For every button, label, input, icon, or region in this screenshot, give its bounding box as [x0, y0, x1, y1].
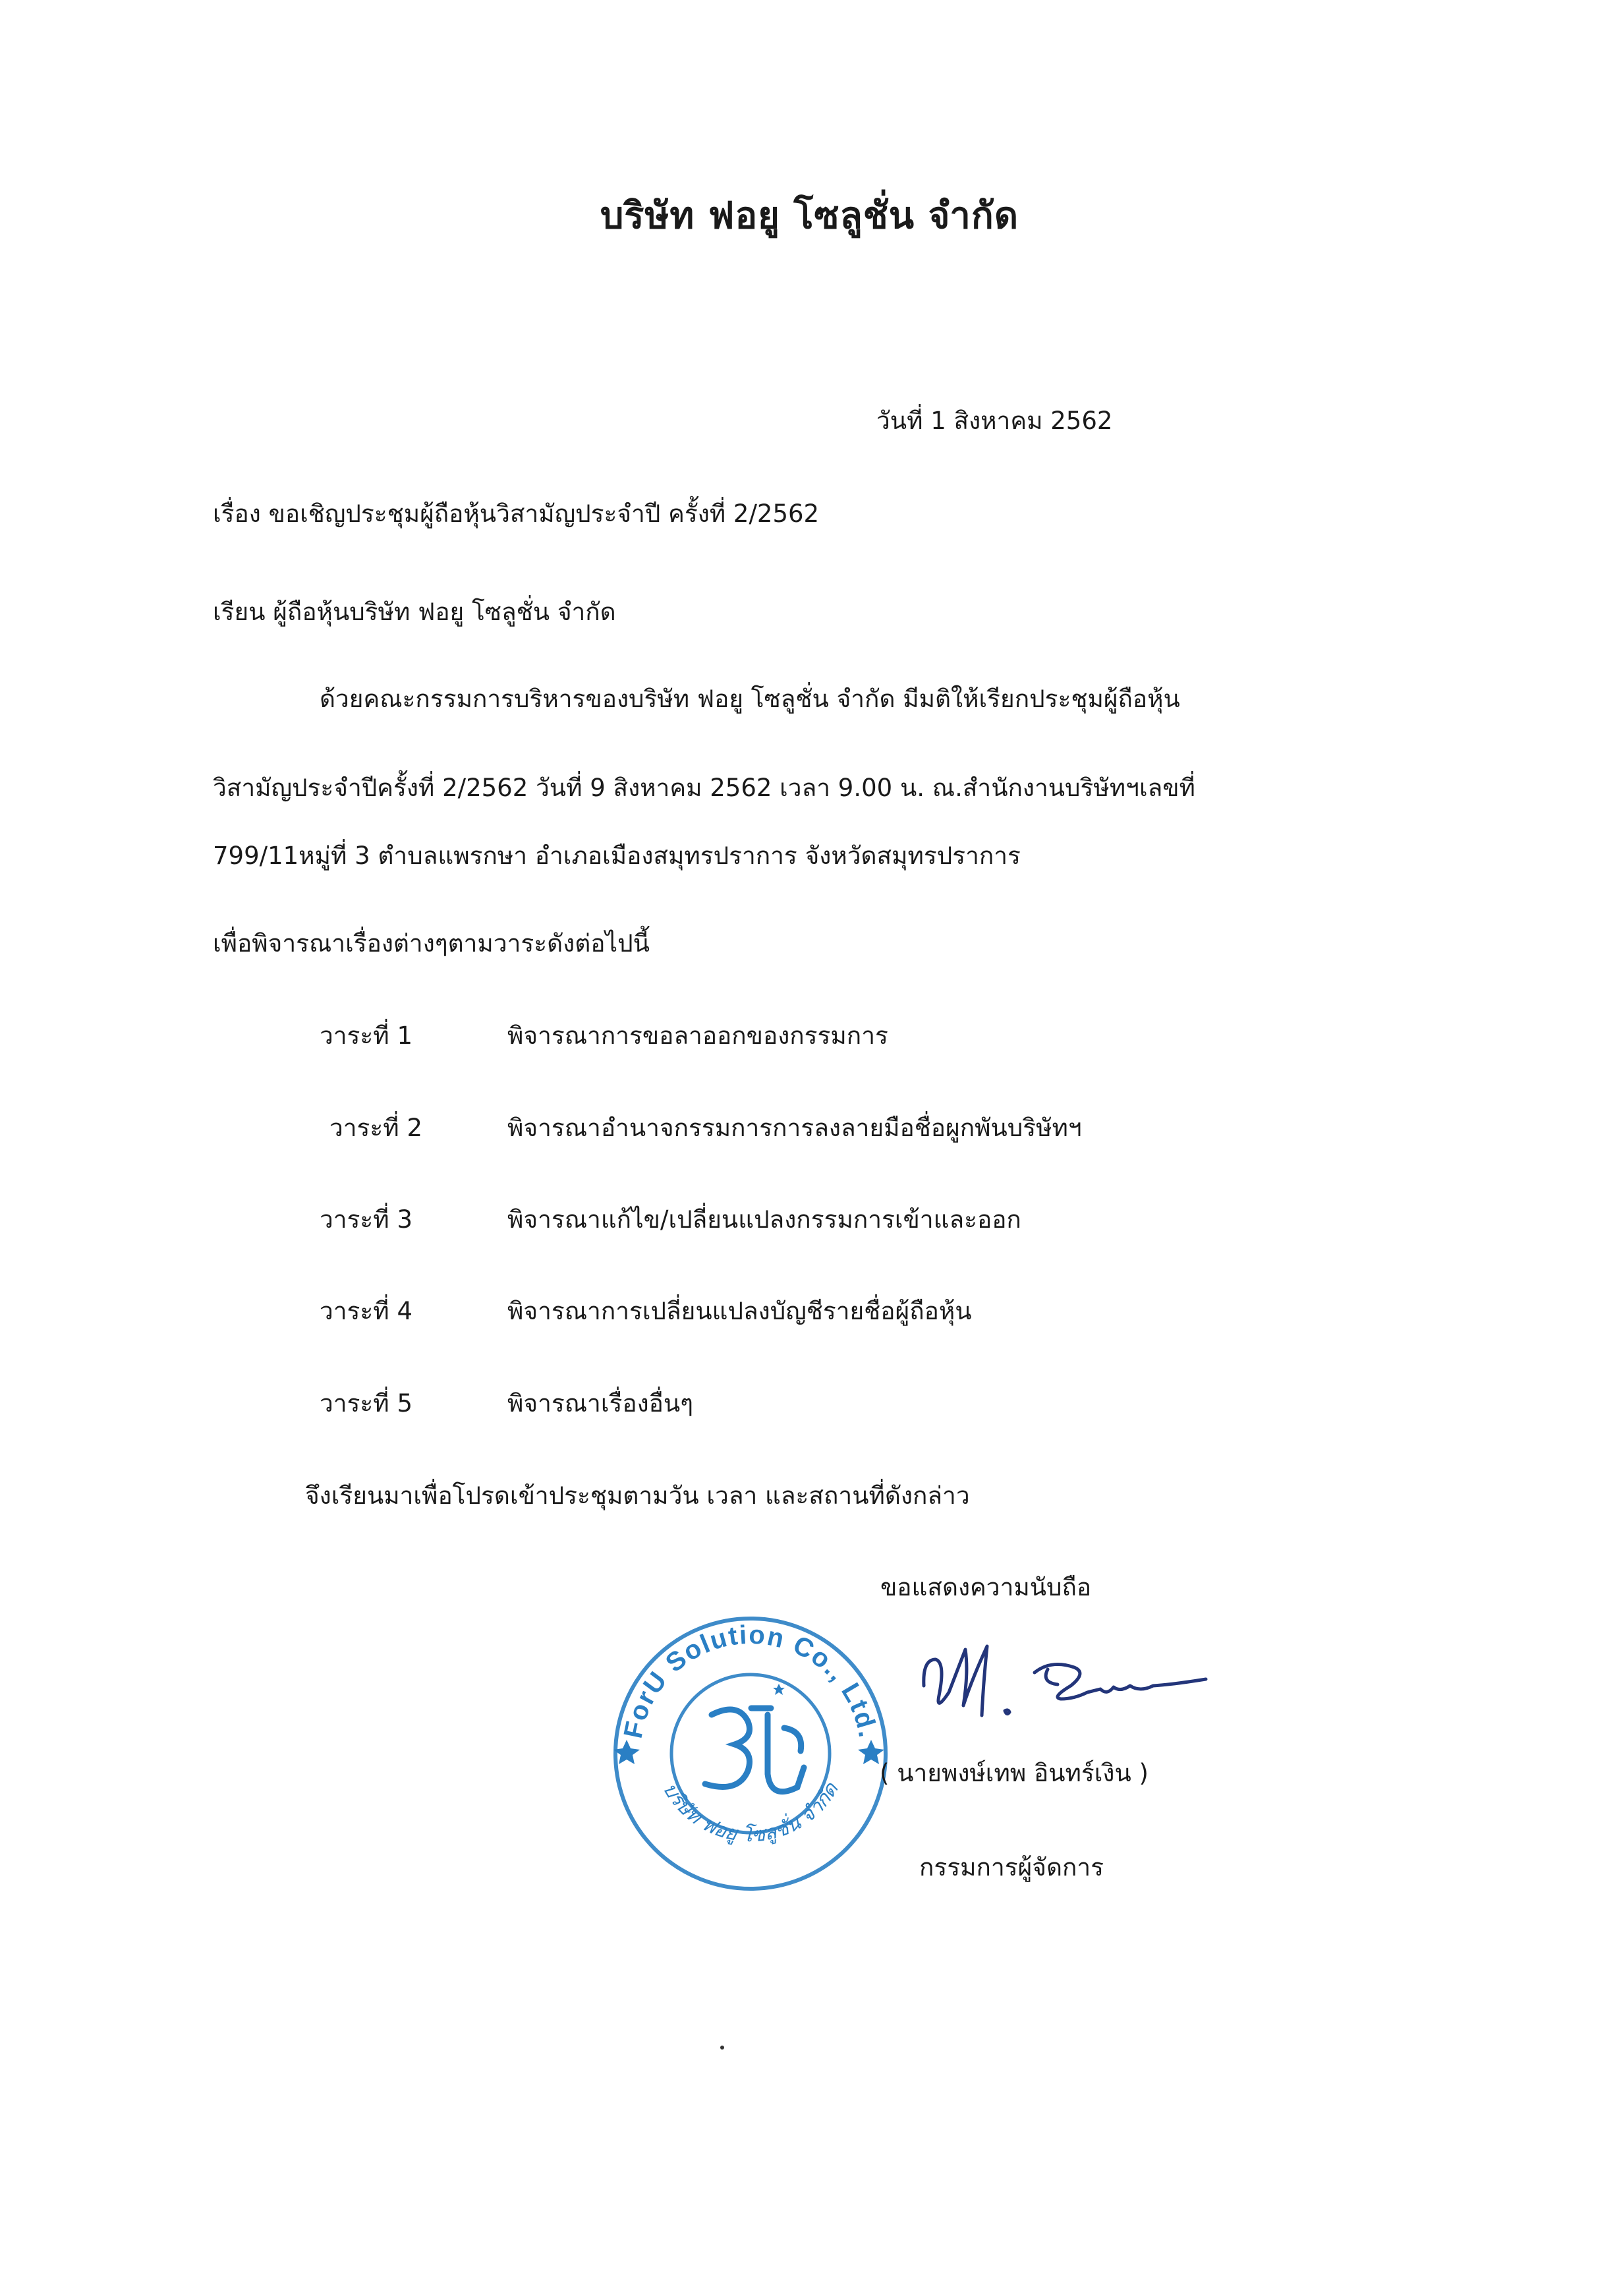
company-stamp — [606, 1609, 895, 1898]
agenda-number: วาระที่ 4 — [320, 1297, 412, 1325]
signer-name: ( นายพงษ์เทพ อินทร์เงิน ) — [880, 1759, 1149, 1787]
agenda-number: วาระที่ 2 — [329, 1114, 422, 1142]
stamp-top-textpath: ForU Solution Co., Ltd. — [618, 1620, 883, 1741]
agenda-number: วาระที่ 1 — [320, 1021, 412, 1050]
agenda-text: พิจารณาอำนาจกรรมการการลงลายมือชื่อผูกพันบริษัทฯ — [507, 1114, 1082, 1142]
stamp-bottom-textpath: บริษัท ฟอยู โซลูชั่น จำกัด — [658, 1779, 843, 1847]
regards-line: ขอแสดงความนับถือ — [880, 1573, 1092, 1601]
closing-line: จึงเรียนมาเพื่อโปรดเข้าประชุมตามวัน เวลา และสถานที่ดังกล่าว — [305, 1481, 970, 1510]
company-title: บริษัท ฟอยู โซลูชั่น จำกัด — [600, 194, 1019, 237]
agenda-text: พิจารณาการขอลาออกของกรรมการ — [507, 1021, 888, 1050]
date-line: วันที่ 1 สิงหาคม 2562 — [876, 407, 1113, 435]
agenda-number: วาระที่ 3 — [320, 1205, 412, 1234]
stamp-logo-icon — [705, 1708, 804, 1792]
agenda-text: พิจารณาการเปลี่ยนแปลงบัญชีรายชื่อผู้ถือหุ้น — [507, 1297, 972, 1325]
agenda-number: วาระที่ 5 — [320, 1389, 412, 1418]
subject-line: เรื่อง ขอเชิญประชุมผู้ถือหุ้นวิสามัญประจำปี ครั้งที่ 2/2562 — [213, 500, 820, 528]
agenda-text: พิจารณาเรื่องอื่นๆ — [507, 1389, 694, 1418]
body-line-1: ด้วยคณะกรรมการบริหารของบริษัท ฟอยู โซลูชั่น จำกัด มีมติให้เรียกประชุมผู้ถือหุ้น — [320, 685, 1180, 713]
signature — [909, 1633, 1226, 1745]
salutation-line: เรียน ผู้ถือหุ้นบริษัท ฟอยู โซลูชั่น จำกัด — [213, 598, 616, 626]
body-line-3: 799/11หมู่ที่ 3 ตำบลแพรกษา อำเภอเมืองสมุทรปราการ จังหวัดสมุทรปราการ — [213, 842, 1021, 870]
body-line-4: เพื่อพิจารณาเรื่องต่างๆตามวาระดังต่อไปนี้ — [213, 929, 650, 958]
stamp-bottom-text — [658, 1778, 844, 1847]
signer-position: กรรมการผู้จัดการ — [919, 1853, 1104, 1881]
body-line-2: วิสามัญประจำปีครั้งที่ 2/2562 วันที่ 9 สิงหาคม 2562 เวลา 9.00 น. ณ.สำนักงานบริษัทฯเลขที่ — [213, 774, 1195, 802]
agenda-text: พิจารณาแก้ไข/เปลี่ยนแปลงกรรมการเข้าและออก — [507, 1205, 1021, 1234]
scan-speck — [720, 2046, 724, 2050]
